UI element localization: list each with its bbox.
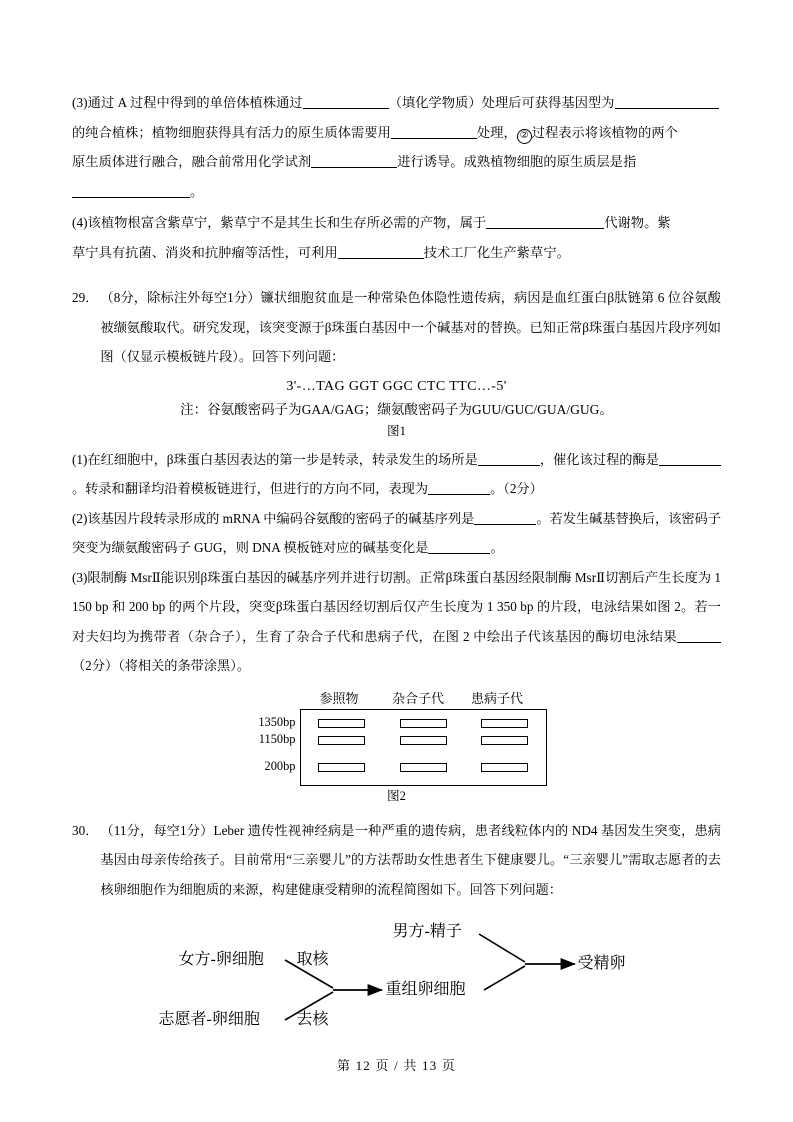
- gel-cell[interactable]: [301, 719, 383, 728]
- question-28-item-4: [72, 208, 721, 267]
- gel-cell[interactable]: [464, 736, 546, 745]
- gel-band[interactable]: [481, 719, 528, 728]
- q28-item3-text-b: （填化学物质）处理后可获得基因型为: [388, 95, 615, 110]
- gel-header-affected-offspring: 患病子代: [470, 690, 523, 706]
- page-footer: 第 12 页 / 共 13 页: [336, 1058, 457, 1073]
- figure-2-gel-electrophoresis: [72, 689, 721, 786]
- flow-node-father-sperm: 男方-精子: [392, 923, 462, 940]
- flow-edge-label-remove-nucleus: 去核: [296, 1011, 329, 1028]
- gel-band[interactable]: [400, 763, 447, 772]
- figure-2-caption: 图2: [387, 788, 406, 803]
- answer-blank[interactable]: [428, 553, 490, 554]
- flow-node-zygote: 受精卵: [577, 955, 626, 972]
- gel-label-1350bp: 1350bp: [258, 714, 296, 729]
- q28-item3-text-f: 原生质体进行融合，融合前常用化学试剂: [72, 154, 312, 169]
- q28-item4-text-b: 代谢物。紫: [604, 215, 671, 230]
- question-30-number: 30．: [72, 822, 99, 838]
- flow-edge-label-take-nucleus: 取核: [296, 951, 329, 968]
- question-30-stem: （11分，每空1分）Leber 遗传性视神经病是一种严重的遗传病，患者线粒体内的 ND4 基因发生突变，患病基因由母亲传给孩子。目前常用“三亲婴儿”的方法帮助女性患者生下健康婴儿。“三亲婴儿”需取志愿者的去核卵细胞作为细胞质的来源，构建健康受精卵的流程简图如下。回答下列问题：: [100, 822, 721, 897]
- answer-blank[interactable]: [72, 197, 190, 198]
- q29-item1-text-a: (1)在红细胞中，β珠蛋白基因表达的第一步是转录，转录发生的场所是: [72, 451, 478, 467]
- dna-template-strand-sequence: 3'-…TAG GGT GGC CTC TTC…-5': [286, 378, 507, 394]
- gel-band-row-1150: [301, 732, 546, 749]
- answer-blank[interactable]: [615, 108, 719, 109]
- gel-band[interactable]: [318, 719, 365, 728]
- gel-header-reference: 参照物: [319, 690, 359, 706]
- q28-item3-text-d: 处理，: [476, 124, 517, 140]
- answer-blank[interactable]: [428, 494, 490, 495]
- gel-band-row-1350: [301, 715, 546, 732]
- answer-blank[interactable]: [478, 465, 540, 466]
- flow-node-recombined-egg: 重组卵细胞: [385, 981, 466, 998]
- answer-blank[interactable]: [486, 228, 604, 229]
- gel-cell[interactable]: [464, 763, 546, 772]
- q29-item1: [72, 445, 721, 504]
- answer-blank[interactable]: [311, 167, 397, 168]
- gel-body: [247, 709, 547, 786]
- gel-label-1150bp: 1150bp: [258, 731, 296, 746]
- gel-cell[interactable]: [382, 719, 464, 728]
- q29-item3-text-a: (3)限制酶 MsrⅡ能识别β珠蛋白基因的碱基序列并进行切割。正常β珠蛋白基因经限制酶 MsrⅡ切割后产生长度为 1 150 bp 和 200 bp 的两个片段，突变β珠蛋白基因经切割后仅产生长度为 1 350 bp 的片段，电泳结果如图 2。若一对夫妇均为携带者（杂合子），生育了杂合子代和患病子代，在图 2 中绘出子代该基因的酶切电泳结果: [72, 569, 721, 644]
- q28-item4-line1: [72, 208, 721, 238]
- q28-item4-text-d: 技术工厂化生产紫草宁。: [423, 244, 570, 260]
- q28-item3-line4: [72, 177, 721, 207]
- answer-blank[interactable]: [659, 465, 721, 466]
- q29-item3: [72, 563, 721, 681]
- figure-1-caption: 图1: [387, 423, 406, 438]
- gel-row-labels: [247, 709, 300, 786]
- answer-blank[interactable]: [677, 642, 721, 643]
- q28-item3-text-e: 过程表示将该植物的两个: [531, 124, 678, 140]
- gel-band[interactable]: [318, 763, 365, 772]
- q29-item1-text-b: ，催化该过程的酶是: [539, 451, 659, 467]
- question-29-stem: （8分，除标注外每空1分）镰状细胞贫血是一种常染色体隐性遗传病，病因是血红蛋白β肽链第 6 位谷氨酸被缬氨酸取代。研究发现，该突变源于β珠蛋白基因中一个碱基对的替换。已知正常β珠蛋白基因片段序列如图（仅显示模板链片段）。回答下列问题：: [100, 290, 721, 364]
- gel-cell[interactable]: [301, 763, 383, 772]
- gel-band[interactable]: [400, 736, 447, 745]
- gel-cell[interactable]: [464, 719, 546, 728]
- question-29-number: 29．: [72, 290, 99, 305]
- question-28-item-3: [72, 88, 721, 206]
- q28-item3-text-c: 的纯合植株；植物细胞获得具有活力的原生质体需要用: [72, 124, 391, 140]
- q29-item1-text-c: 。转录和翻译均沿着模板链进行，但进行的方向不同，表现为: [72, 481, 429, 496]
- q28-item3-line2: [72, 118, 721, 148]
- gel-cell[interactable]: [382, 763, 464, 772]
- q28-item3-text-g: 进行诱导。成熟植物细胞的原生质层是指: [397, 154, 637, 169]
- gel-cell[interactable]: [382, 736, 464, 745]
- gel-band[interactable]: [481, 736, 528, 745]
- q29-item2-text-c: 。: [490, 540, 504, 555]
- q28-item3-text-a: (3)通过 A 过程中得到的单倍体植株通过: [72, 95, 303, 110]
- gel-header-heterozygous-offspring: 杂合子代: [391, 690, 444, 706]
- gel-column-headers: [300, 689, 537, 709]
- gel-label-200bp: 200bp: [264, 758, 296, 773]
- gel-band[interactable]: [481, 763, 528, 772]
- gel-lane-box: [300, 709, 547, 786]
- q29-item2: [72, 504, 721, 563]
- q28-item3-line1: [72, 88, 721, 118]
- question-29-items: [72, 445, 721, 681]
- flow-diagram: [137, 910, 657, 1038]
- q28-item3-text-h: 。: [190, 183, 204, 199]
- answer-blank[interactable]: [391, 138, 477, 139]
- circled-number-2: ②: [517, 129, 532, 144]
- codon-note: 注：谷氨酸密码子为GAA/GAG；缬氨酸密码子为GUU/GUC/GUA/GUG。: [180, 401, 613, 417]
- figure-3-three-parent-baby-flow: [72, 910, 721, 1038]
- q29-item2-text-a: (2)该基因片段转录形成的 mRNA 中编码谷氨酸的密码子的碱基序列是: [72, 510, 475, 526]
- flow-node-volunteer-egg: 志愿者-卵细胞: [158, 1011, 260, 1028]
- q28-item4-text-a: (4)该植物根富含紫草宁，紫草宁不是其生长和生存所必需的产物，属于: [72, 215, 487, 230]
- question-29: [72, 283, 721, 372]
- gel-cell[interactable]: [301, 736, 383, 745]
- question-30: [72, 816, 721, 905]
- answer-blank[interactable]: [303, 108, 389, 109]
- q28-item3-line3: [72, 147, 721, 177]
- q29-item1-text-d: 。（2分）: [490, 481, 543, 496]
- figure-1-dna-sequence: [72, 376, 721, 421]
- q28-item4-line2: [72, 238, 721, 268]
- gel-band[interactable]: [318, 736, 365, 745]
- q29-item2-text-b: 。若发生碱基替换后，该密码子突变为缬氨酸密码子 GUG，则 DNA 模板链对应的碱基变化是: [72, 510, 722, 555]
- answer-blank[interactable]: [338, 258, 424, 259]
- q28-item4-text-c: 草宁具有抗菌、消炎和抗肿瘤等活性，可利用: [72, 244, 338, 260]
- q29-item3-text-b: （2分）（将相关的条带涂黑）。: [72, 658, 251, 673]
- gel-diagram: [247, 689, 547, 786]
- gel-band-row-200: [301, 759, 546, 776]
- answer-blank[interactable]: [474, 524, 536, 525]
- flow-node-mother-egg: 女方-卵细胞: [178, 951, 264, 968]
- gel-band[interactable]: [400, 719, 447, 728]
